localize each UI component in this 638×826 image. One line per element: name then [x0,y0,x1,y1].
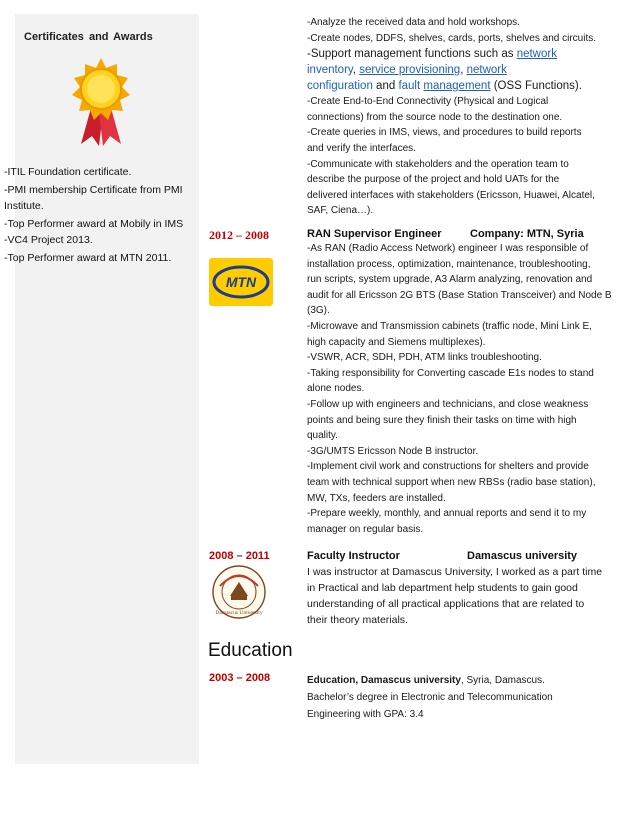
education-school: Education, Damascus university, Syria, Damascus. [307,675,545,686]
text-line: alone nodes. [307,383,365,395]
text-line: -Follow up with engineers and technicians, and close weakness [307,398,589,410]
text-line: -As RAN (Radio Access Network) engineer I was responsible of [307,243,589,254]
education-dates: 2003 – 2008 [209,672,271,684]
seal-text: Damascus University [215,610,263,616]
education-degree: Bachelor’s degree in Electronic and Telecommunication [307,692,553,703]
faculty-job-role: Faculty Instructor [307,550,400,562]
text-line: high capacity and Siemens multiplexes). [307,336,486,348]
mtn-job-role: RAN Supervisor Engineer [307,228,442,240]
text-line: manager on regular basis. [307,523,424,535]
text-line: -Taking responsibility for Converting cascade E1s nodes to stand [307,367,594,379]
text-line: SAF, Ciena…). [307,205,374,217]
education-gpa: Engineering with GPA: 3.4 [307,709,424,720]
award-item: -Top Performer award at Mobily in IMS -VC4 Project 2013. [4,218,184,246]
top-responsibilities [307,15,627,219]
award-item: -ITIL Foundation certificate. [4,166,132,178]
text-line: and verify the interfaces. [307,142,416,154]
text-line: audit for all Ericsson 2G BTS (Base Station Transceiver) and Node B [307,289,612,301]
network-link[interactable]: network [516,48,557,61]
certificates-title: Certificates and Awards [24,31,153,43]
text-line: delivered interfaces with stakeholders (Ericsson, Huawei, Alcatel, [307,189,595,201]
faculty-job-dates: 2008 – 2011 [209,550,270,562]
text-line: -Microwave and Transmission cabinets (traffic node, Mini Link E, [307,320,592,332]
award-item: -PMI membership Certificate from PMI Institute. [4,184,183,212]
text-line: (3G). [307,305,330,317]
text-line: -Implement civil work and constructions for shelters and provide [307,461,589,473]
network-link-2[interactable]: network [466,64,507,77]
education-details [307,672,627,723]
text-line: -VSWR, ACR, SDH, PDH, ATM links troubleshooting. [307,352,542,364]
text-line: -Analyze the received data and hold workshops. [307,17,520,28]
award-item: -Top Performer award at MTN 2011. [4,252,172,264]
text-line: quality. [307,430,338,442]
text-line: inventory, service provisioning, network [307,64,507,77]
faculty-job-description [307,564,609,628]
faculty-job-company: Damascus university [467,550,578,562]
text-line: -Create queries in IMS, views, and procedures to build reports [307,127,582,139]
text-line: run scripts, system upgrade, A3 Alarm analyzing, renovation and [307,274,593,286]
text-line: their theory materials. [307,614,408,626]
awards-list [4,164,189,268]
fault-text: fault [398,80,421,93]
text-line: -Support management functions such as network [307,48,557,61]
mtn-job-company: Company: MTN, Syria [470,228,584,240]
text-line: I was instructor at Damascus University, I worked as a part time [307,566,603,578]
service-provisioning-link[interactable]: service provisioning [359,64,461,77]
text-line: -Prepare weekly, monthly, and annual reports and send it to my [307,508,587,520]
award-medal-icon [65,56,137,148]
text-line: -3G/UMTS Ericsson Node B instructor. [307,445,479,457]
mtn-job-description [307,241,627,537]
text-line: points and being sure they finish their tasks on time with high [307,414,577,426]
text-line: in Practical and lab department help students to gain good [307,582,578,594]
mtn-logo [209,258,273,306]
text-line: -Communicate with stakeholders and the operation team to [307,158,569,170]
text-line: configuration and fault management (OSS Functions). [307,80,582,93]
text-line: team with technical support when new RBSs (radio base station), [307,476,596,488]
mtn-logo-icon [209,258,273,306]
text-line: -Create nodes, DDFS, shelves, cards, ports, shelves and circuits. [307,32,597,44]
management-link[interactable]: management [423,80,491,93]
text-line: connections) from the source node to the destination one. [307,111,563,123]
text-line: understanding of all practical applications that are related to [307,598,585,610]
text-line: installation process, optimization, maintenance, troubleshooting, [307,258,591,270]
mtn-job-dates: 2012 – 2008 [209,228,269,242]
configuration-link[interactable]: configuration [307,80,373,93]
damascus-university-seal-icon [210,564,268,620]
text-line: -Create End-to-End Connectivity (Physical and Logical [307,96,549,108]
text-line: describe the purpose of the project and hold UATs for the [307,174,560,186]
education-heading: Education [208,640,293,661]
mtn-logo-text: MTN [225,274,257,290]
text-line: MW, TXs, feeders are installed. [307,492,446,504]
inventory-link[interactable]: inventory [307,64,353,77]
